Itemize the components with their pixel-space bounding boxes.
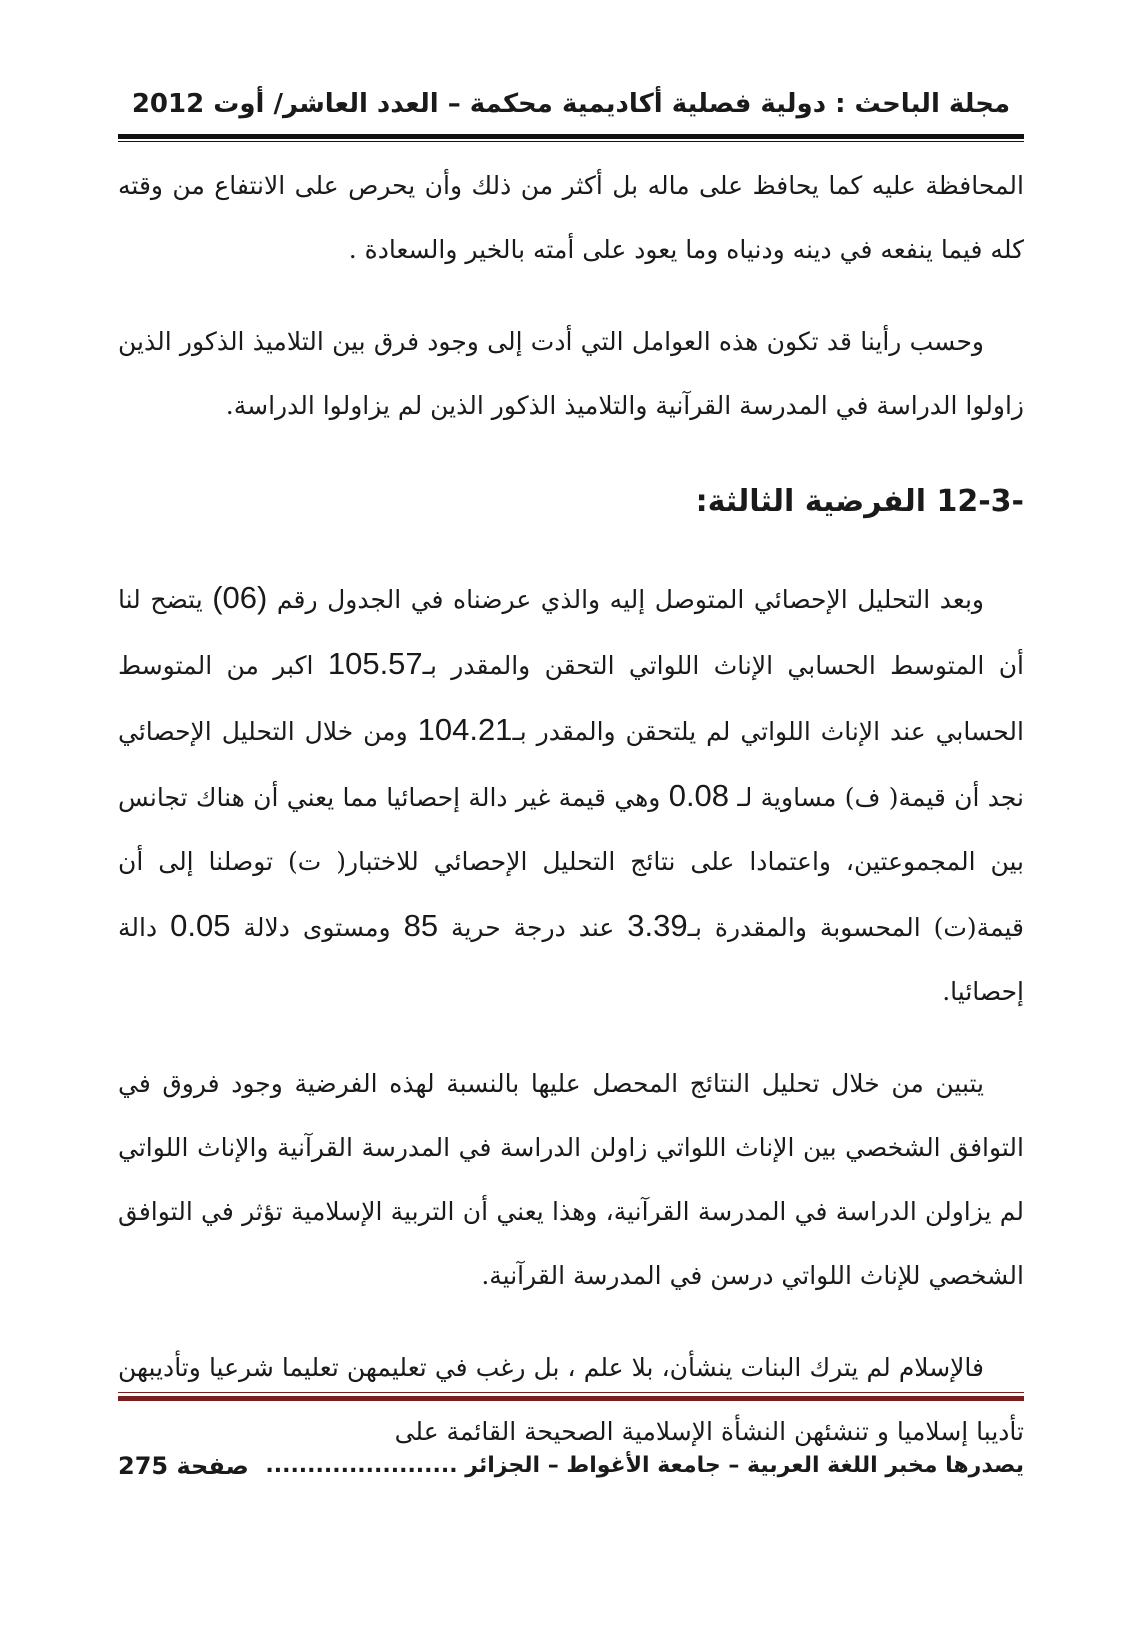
f-value: 0.08 bbox=[668, 778, 730, 813]
paragraph-gap bbox=[118, 1024, 1024, 1052]
degrees-of-freedom: 85 bbox=[403, 908, 439, 943]
paragraph-hypothesis-conclusion: يتبين من خلال تحليل النتائج المحصل عليها بالنسبة لهذه الفرضية وجود فروق في التوافق الشخصي بين الإناث اللواتي زاولن الدراسة في المدرسة القرآنية والإناث اللواتي لم يزاولن الدراسة في المدرسة القرآنية، وهذا يعني أن التربية الإسلامية تؤثر في التوافق الشخصي للإناث اللواتي درسن في المدرسة القرآنية. bbox=[118, 1069, 1024, 1290]
text-run: ومستوى دلالة bbox=[230, 913, 404, 942]
footer-rule-thin bbox=[118, 1392, 1024, 1393]
text-run: يتضح لنا أن المتوسط الحسابي الإناث اللواتي التحقن والمقدر بـ bbox=[118, 585, 1024, 680]
text-run: عند درجة حرية bbox=[438, 913, 628, 942]
paragraph-continuation: المحافظة عليه كما يحافظ على ماله بل أكثر من ذلك وأن يحرص على الانتفاع من وقته كله فيما ينفعه في دينه ودنياه وما يعود على أمته بالخير والسعادة . bbox=[118, 171, 1024, 264]
page-footer bbox=[118, 1446, 1024, 1486]
paragraph-male-students-conclusion: وحسب رأينا قد تكون هذه العوامل التي أدت إلى وجود فرق بين التلاميذ الذكور الذين زاولوا الدراسة في المدرسة القرآنية والتلاميذ الذكور الذين لم يزاولوا الدراسة. bbox=[118, 327, 1024, 420]
article-body bbox=[118, 154, 1024, 1464]
paragraph-gap bbox=[118, 538, 1024, 566]
header-rule-thin bbox=[118, 141, 1024, 142]
significance-level: 0.05 bbox=[170, 908, 231, 943]
text-run: وبعد التحليل الإحصائي المتوصل إليه والذي عرضناه في الجدول رقم bbox=[267, 585, 984, 614]
text-run: وهي قيمة غير دالة إحصائيا مما يعني أن هناك تجانس بين المجموعتين، واعتمادا على نتائج التحليل الإحصائي للاختبار( ت) توصلنا إلى أن قيمة(ت) المحسوبة والمقدرة بـ bbox=[118, 783, 1025, 942]
footer-publisher: يصدرها مخبر اللغة العربية – جامعة الأغواط – الجزائر ....................... bbox=[265, 1453, 1024, 1478]
section-heading bbox=[118, 466, 1024, 538]
paragraph-gap bbox=[118, 438, 1024, 466]
paragraph-gap bbox=[118, 282, 1024, 310]
section-title: الفرضية الثالثة: bbox=[695, 484, 927, 519]
paragraph-gap bbox=[118, 1308, 1024, 1336]
page-number: صفحة 275 bbox=[118, 1452, 249, 1480]
mean-not-enrolled-value: 104.21 bbox=[417, 712, 513, 747]
section-number: 12-3- bbox=[936, 484, 1024, 519]
journal-page bbox=[118, 70, 1024, 1610]
text-run: دالة إحصائيا. bbox=[118, 913, 1024, 1006]
table-number: (06) bbox=[212, 580, 268, 615]
paragraph-statistical-results bbox=[118, 566, 1024, 1024]
paragraph-islam-education: فالإسلام لم يترك البنات ينشأن، بلا علم ، بل رغب في تعليمهن تعليما شرعيا وتأديبهن تأديبا إسلاميا و تنشئهن النشأة الإسلامية الصحيحة القائمة على bbox=[118, 1353, 1024, 1446]
header-rule bbox=[118, 134, 1024, 139]
text-run: اكبر من المتوسط الحسابي عند الإناث اللواتي لم يلتحقن والمقدر بـ bbox=[118, 651, 1024, 746]
t-value: 3.39 bbox=[627, 908, 688, 943]
text-run: ومن خلال التحليل الإحصائي نجد أن قيمة( ف) مساوية لـ bbox=[118, 717, 1024, 812]
mean-enrolled-value: 105.57 bbox=[327, 646, 423, 681]
footer-rule bbox=[118, 1396, 1024, 1401]
journal-header-title: مجلة الباحث : دولية فصلية أكاديمية محكمة – العدد العاشر/ أوت 2012 bbox=[131, 89, 1011, 119]
